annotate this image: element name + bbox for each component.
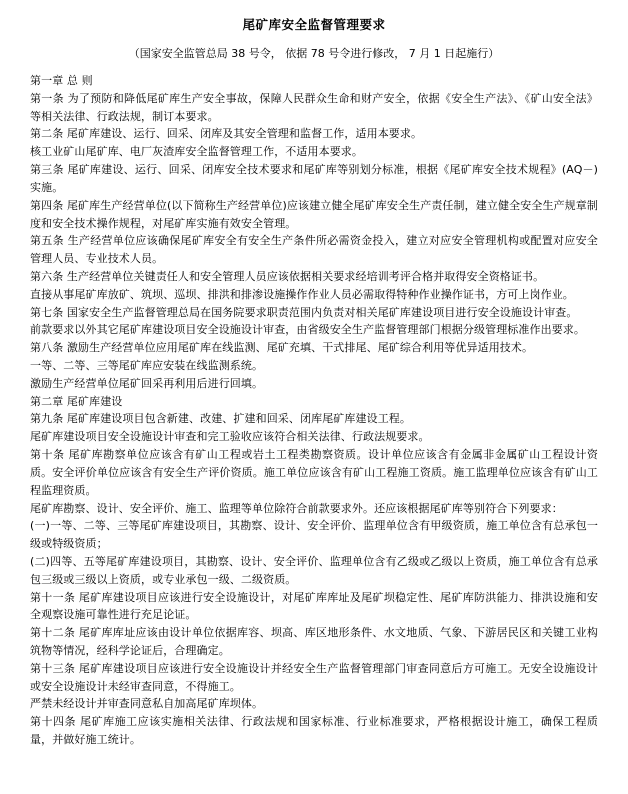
paragraph: 第六条 生产经营单位关键责任人和安全管理人员应该依据相关要求经培训考评合格并取得安全资格证书。 bbox=[30, 269, 545, 283]
paragraph: 第十二条 尾矿库库址应该由设计单位依据库容、坝高、库区地形条件、水文地质、气象、下游居民区和关键工业构筑物等情况，经科学论证后，合理确定。 bbox=[30, 626, 598, 657]
paragraph: 第二章 尾矿库建设 bbox=[30, 394, 123, 408]
paragraph: 第九条 尾矿库建设项目包含新建、改建、扩建和回采、闭库尾矿库建设工程。 bbox=[30, 412, 411, 426]
paragraph: 核工业矿山尾矿库、电厂灰渣库安全监督管理工作，不适用本要求。 bbox=[30, 145, 363, 159]
paragraph: 第一条 为了预防和降低尾矿库生产安全事故，保障人民群众生命和财产安全，依据《安全生产法》、《矿山安全法》等相关法律、行政法规，制订本要求。 bbox=[30, 91, 598, 123]
paragraph: 激励生产经营单位尾矿回采再利用后进行回填。 bbox=[30, 376, 264, 390]
paragraph: 前款要求以外其它尾矿库建设项目安全设施设计审查，由省级安全生产监督管理部门根据分级管理标准作出要求。 bbox=[30, 323, 585, 337]
paragraph: 第七条 国家安全生产监督管理总局在国务院要求职责范围内负责对相关尾矿库建设项目进行安全设施设计审查。 bbox=[30, 305, 578, 319]
paragraph: 第五条 生产经营单位应该确保尾矿库安全有安全生产条件所必需资金投入，建立对应安全管理机构或配置对应安全管理人员、专业技术人员。 bbox=[30, 234, 598, 266]
paragraph: 第十三条 尾矿库建设项目应该进行安全设施设计并经安全生产监督管理部门审查同意后方可施工。无安全设施设计或安全设施设计未经审查同意，不得施工。 bbox=[30, 661, 598, 693]
paragraph: 一等、二等、三等尾矿库应安装在线监测系统。 bbox=[30, 359, 264, 372]
paragraph: 第十四条 尾矿库施工应该实施相关法律、行政法规和国家标准、行业标准要求，严格根据设计施工，确保工程质量，并做好施工统计。 bbox=[30, 715, 598, 747]
paragraph: (一)一等、二等、三等尾矿库建设项目，其勘察、设计、安全评价、监理单位含有甲级资质，施工单位含有总承包一级或特级资质； bbox=[30, 519, 598, 551]
paragraph: 第三条 尾矿库建设、运行、回采、闭库安全技术要求和尾矿库等别划分标准，根据《尾矿库安全技术规程》(AQ－)实施。 bbox=[30, 163, 598, 194]
paragraph: 第十条 尾矿库勘察单位应该含有矿山工程或岩土工程类勘察资质。设计单位应该含有金属非金属矿山工程设计资质。安全评价单位应该含有安全生产评价资质。施工单位应该含有矿山工程施工资质。施工监理单位应该含有矿山工程监理资质。 bbox=[30, 448, 598, 497]
paragraph: 直接从事尾矿库放矿、筑坝、巡坝、排洪和排渗设施操作作业人员必需取得特种作业操作证书，方可上岗作业。 bbox=[30, 287, 574, 301]
paragraph: (二)四等、五等尾矿库建设项目，其勘察、设计、安全评价、监理单位含有乙级或乙级以上资质，施工单位含有总承包三级或三级以上资质，或专业承包一级、二级资质。 bbox=[30, 554, 598, 586]
document-subtitle: （国家安全监管总局 38 号令， 依据 78 号令进行修改， 7 月 1 日起施行） bbox=[128, 46, 500, 60]
page-title: 尾矿库安全监督管理要求 bbox=[242, 17, 386, 32]
paragraph: 尾矿库勘察、设计、安全评价、施工、监理等单位除符合前款要求外。还应该根据尾矿库等别符合下列要求： bbox=[30, 501, 563, 515]
paragraph: 第八条 激励生产经营单位应用尾矿库在线监测、尾矿充填、干式排尾、尾矿综合利用等优异适用技术。 bbox=[30, 341, 534, 355]
document-body bbox=[30, 72, 598, 749]
paragraph: 第一章 总 则 bbox=[30, 74, 93, 87]
paragraph: 尾矿库建设项目安全设施设计审查和完工验收应该符合相关法律、行政法规要求。 bbox=[30, 430, 430, 444]
paragraph: 严禁未经设计并审查同意私自加高尾矿库坝体。 bbox=[30, 697, 264, 711]
paragraph: 第四条 尾矿库生产经营单位(以下简称生产经营单位)应该建立健全尾矿库安全生产责任制，建立健全安全生产规章制度和安全技术操作规程，对尾矿库实施有效安全管理。 bbox=[30, 198, 598, 230]
paragraph: 第十一条 尾矿库建设项目应该进行安全设施设计，对尾矿库库址及尾矿坝稳定性、尾矿库防洪能力、排洪设施和安全观察设施可靠性进行充足论证。 bbox=[30, 590, 598, 622]
paragraph: 第二条 尾矿库建设、运行、回采、闭库及其安全管理和监督工作，适用本要求。 bbox=[30, 127, 423, 141]
